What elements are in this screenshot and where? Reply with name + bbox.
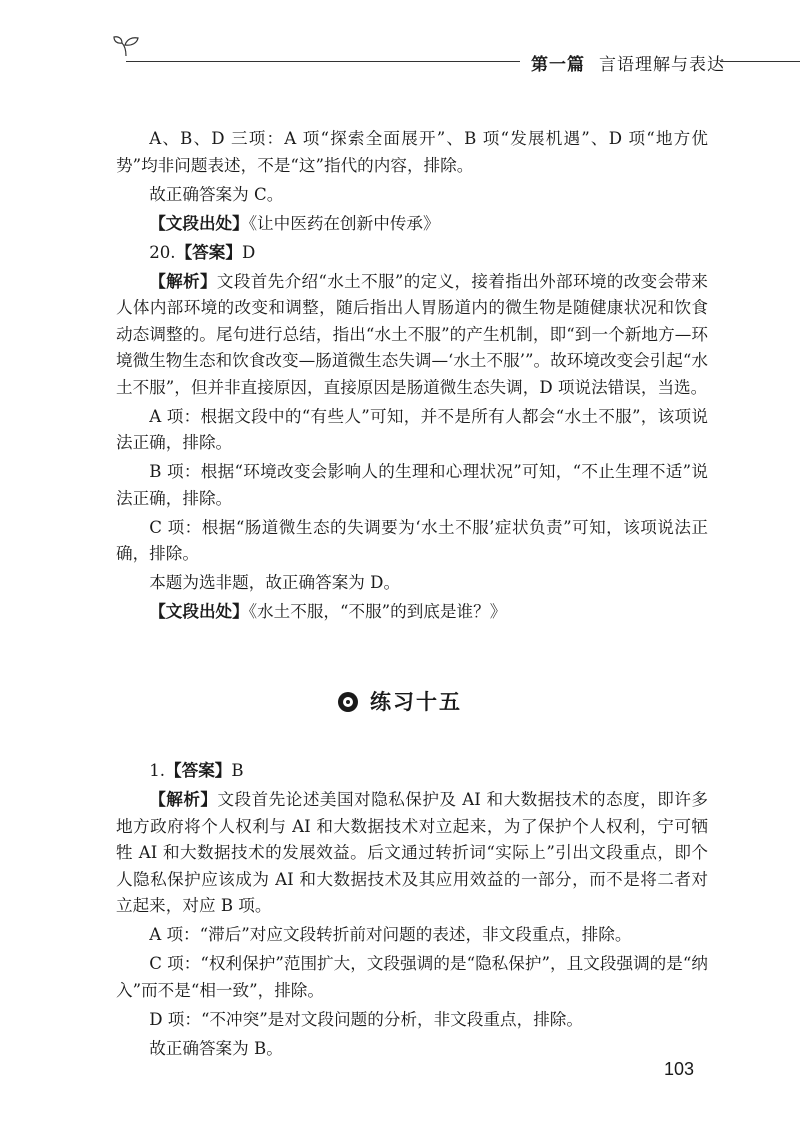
answer-tag: 【答案】 — [165, 761, 232, 780]
source-tag: 【文段出处】 — [149, 602, 249, 621]
option-analysis-b: B 项：根据“环境改变会影响人的生理和心理状况”可知，“不止生理不适”说法正确，排除。 — [116, 462, 708, 508]
question-number: 1. — [149, 761, 166, 780]
paragraph: A、B、D 三项：A 项“探索全面展开”、B 项“发展机遇”、D 项“地方优势”均非问题表述，不是“这”指代的内容，排除。 — [116, 129, 708, 175]
running-header — [112, 32, 800, 75]
header-section-number: 第一篇 — [531, 55, 585, 75]
exercise-title: 练习十五 — [370, 690, 462, 714]
header-section-label — [531, 50, 725, 75]
conclusion-line: 故正确答案为 B。 — [149, 1038, 283, 1058]
header-rule-left — [126, 61, 520, 62]
source-tag: 【文段出处】 — [149, 213, 249, 233]
answer-value: D — [241, 242, 256, 262]
analysis-tag: 【解析】 — [149, 790, 218, 809]
source-line: 【文段出处】《让中医药在创新中传承》 — [149, 213, 440, 233]
analysis-paragraph: 【解析】文段首先论述美国对隐私保护及 AI 和大数据技术的态度，即许多地方政府将个人权利与 AI 和大数据技术对立起来，为了保护个人权利，宁可牺牲 AI 和大数据技术的发展效益。后文通过转折词“实际上”引出文段重点，即个人隐私保护应该成为 AI 和大数据技术及其应用效益的一部分，而不是将二者对立起来，对应 B 项。 — [116, 790, 709, 915]
analysis-tag: 【解析】 — [149, 271, 217, 291]
answer-line — [116, 758, 708, 785]
option-analysis-a: A 项：“滞后”对应文段转折前对问题的表述，非文段重点，排除。 — [149, 925, 632, 944]
answer-value: B — [231, 761, 244, 780]
source-line: 【文段出处】《水土不服，“不服”的到底是谁？》 — [149, 602, 507, 621]
option-analysis-d: D 项：“不冲突”是对文段问题的分析，非文段重点，排除。 — [149, 1009, 583, 1029]
target-bullet-icon — [338, 692, 358, 712]
conclusion-line: 本题为选非题，故正确答案为 D。 — [149, 573, 401, 592]
option-analysis-a: A 项：根据文段中的“有些人”可知，并不是所有人都会“水土不服”，该项说法正确，排除。 — [116, 406, 708, 452]
answer-tag: 【答案】 — [175, 242, 242, 262]
answer-line — [116, 240, 708, 267]
answer-block-1 — [116, 126, 708, 626]
exercise-heading — [0, 686, 800, 716]
question-number: 20. — [149, 242, 176, 262]
header-rule-right — [720, 61, 800, 62]
leaf-sprout-icon — [112, 34, 142, 58]
option-analysis-c: C 项：“权利保护”范围扩大，文段强调的是“隐私保护”，且文段强调的是“纳入”而不是“相一致”，排除。 — [116, 954, 708, 1000]
answer-block-2 — [116, 758, 708, 1062]
paragraph: 故正确答案为 C。 — [149, 184, 284, 204]
header-section-title: 言语理解与表达 — [599, 55, 725, 75]
page-number: 103 — [664, 1059, 695, 1079]
analysis-paragraph: 【解析】文段首先介绍“水土不服”的定义，接着指出外部环境的改变会带来人体内部环境的改变和调整，随后指出人胃肠道内的微生物是随健康状况和饮食动态调整的。尾句进行总结，指出“水土不服”的产生机制，即“到一个新地方—环境微生物生态和饮食改变—肠道微生态失调—‘水土不服’”。故环境改变会引起“水土不服”，但并非直接原因，直接原因是肠道微生态失调，D 项说法错误，当选。 — [116, 271, 709, 397]
option-analysis-c: C 项：根据“肠道微生态的失调要为‘水土不服’症状负责”可知，该项说法正确，排除。 — [116, 517, 708, 563]
